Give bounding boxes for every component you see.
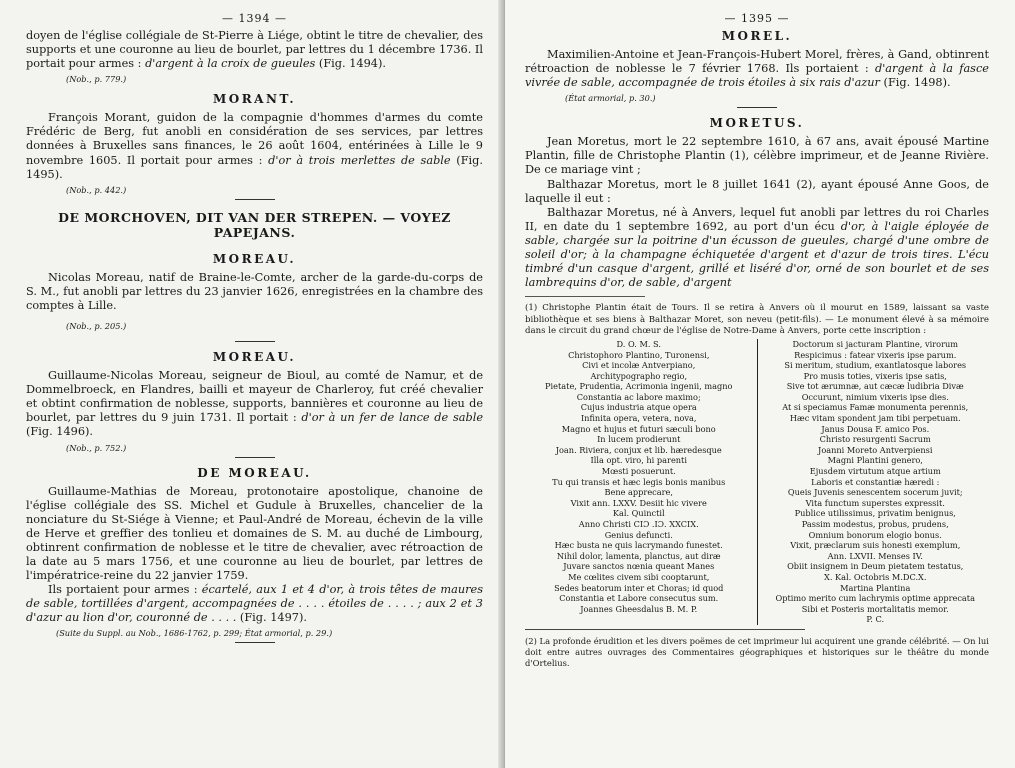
- epitaph-line: Occurunt, nimium vixeris ipse dies.: [801, 391, 949, 402]
- epitaph-line: Sibi et Posteris mortalitatis memor.: [801, 603, 949, 614]
- epitaph-line: X. Kal. Octobris M.DC.X.: [823, 571, 927, 582]
- epitaph-line: Joannes Gheesdalus B. M. P.: [580, 603, 698, 614]
- epitaph-line: Omnium bonorum elogio bonus.: [808, 529, 942, 540]
- reference: (Suite du Suppl. au Nob., 1686-1762, p. 299; État armorial, p. 29.): [56, 628, 333, 639]
- epitaph-line: Pietate, Prudentia, Acrimonia ingenii, magno: [545, 381, 733, 392]
- epitaph-line: Infinita opera, vetera, nova,: [580, 413, 697, 424]
- epitaph-right-column: [758, 339, 990, 625]
- epitaph-line: Vita functum superstes expressit.: [805, 497, 945, 508]
- paragraph-de-moreau: Guillaume-Mathias de Moreau, protonotaire apostolique, chanoine de l'église collégiale des SS. Michel et Gudule à Bruxelles, chancelier de la nonciature du St-Siége à Vienne; et Paul-André de Moreau, échevin de la ville de Herve et greffier des tonlieu et domaines de S. M. au duché de Limbourg, obtinrent confirmation de noblesse et le titre de chevalier, avec rétroaction de la date au 5 mars 1756, et une couronne au lieu de bourlet, par lettres de l'impératrice-reine du 22 janvier 1759.: [26, 484, 483, 583]
- epitaph-line: Janus Dousa F. amico Pos.: [821, 423, 930, 434]
- epitaph-line: Sedes beatorum inter et Choras; id quod: [554, 582, 724, 593]
- epitaph-line: Constantia ac labore maximo;: [576, 391, 701, 402]
- divider: [235, 457, 275, 458]
- paragraph-moretus-3: Balthazar Moretus, né à Anvers, lequel fut anobli par lettres du roi Charles II, en date du 1 septembre 1692, au port d'un écu d'or, à l'aigle éployée de sable, chargée sur la poitrine d'un écusson de gueules, chargé d'une ombre de soleil d'or; à la champagne échiquetée d'argent et d'azur de trois tires. L'écu timbré d'un casque d'argent, grillé et liséré d'or, orné de son bourlet et de ses lambrequins d'or, de sable, d'argent: [525, 205, 989, 290]
- divider: [235, 341, 275, 342]
- epitaph-line: P. C.: [866, 614, 885, 625]
- epitaph-line: Magno et hujus et futuri sæculi bono: [561, 423, 716, 434]
- epitaph-line: Ann. LXVII. Menses IV.: [827, 550, 923, 561]
- epitaph-line: Martina Plantina: [840, 582, 911, 593]
- footnote-divider: [525, 629, 805, 630]
- epitaph-line: Optimo merito cum lachrymis optime apprecata: [775, 593, 975, 604]
- epitaph-line: Kal. Quinctil: [612, 508, 665, 519]
- heading-morel: MOREL.: [721, 29, 793, 43]
- divider: [737, 107, 777, 108]
- footnote-2: (2) La profonde érudition et les divers poëmes de cet imprimeur lui acquirent une grande célébrité. — On lui doit entre autres ouvrages des Commentaires géographiques et historiques sur le théâtre du monde d'Ortelius.: [525, 635, 989, 668]
- reference: (Nob., p. 752.): [66, 442, 127, 453]
- epitaph-line: At si speciamus Famæ monumenta perennis,: [782, 402, 969, 413]
- epitaph-line: Cujus industria atque opera: [580, 402, 697, 413]
- paragraph-moretus-2: Balthazar Moretus, mort le 8 juillet 1641 (2), ayant épousé Anne Goos, de laquelle il eut :: [525, 177, 989, 205]
- heading-de-moreau: DE MOREAU.: [197, 465, 312, 480]
- epitaph-line: Anno Christi CIƆ .IƆ. XXCIX.: [578, 519, 699, 530]
- paragraph-moreau-2: Guillaume-Nicolas Moreau, seigneur de Bioul, au comté de Namur, et de Dommelbroeck, en Flandres, bailli et mayeur de Charleroy, fut créé chevalier et obtint confirmation de noblesse, supports, bannières et couronne au lieu de bourlet, par lettres du 9 juin 1731. Il portait : d'or à un fer de lance de sable (Fig. 1496).: [26, 369, 484, 439]
- heading-morchoven: DE MORCHOVEN, DIT VAN DER STREPEN. — VOYEZ PAPEJANS.: [58, 209, 451, 240]
- epitaph-line: Christophoro Plantino, Turonensi,: [568, 349, 710, 360]
- epitaph-line: Hæc busta ne quis lacrymando funestet.: [554, 540, 723, 551]
- epitaph-line: Constantia et Labore consecutus sum.: [559, 593, 719, 604]
- left-page: [0, 0, 505, 768]
- epitaph-line: Obiit insignem in Deum pietatem testatus,: [787, 561, 964, 572]
- epitaph-line: Hæc vitam spondent jam tibi perpetuam.: [789, 413, 961, 424]
- footnote-1: (1) Christophe Plantin était de Tours. Il se retira à Anvers où il mourut en 1589, laissant sa vaste bibliothèque et ses biens à Balthazar Moret, son neveu (petit-fils). — Le monument élevé à sa mémoire dans le circuit du grand chœur de l'église de Notre-Dame à Anvers, porte cette inscription :: [525, 303, 989, 336]
- epitaph-line: Juvare sanctos nœnia queant Manes: [563, 561, 715, 572]
- reference: (Nob., p. 779.): [66, 74, 127, 85]
- epitaph-line: Me cœlites civem sibi cooptarunt,: [568, 571, 710, 582]
- epitaph-line: Vixit, præclarum suis honesti exemplum,: [790, 540, 961, 551]
- epitaph-left-column: [525, 339, 758, 625]
- heading-moreau-2: MOREAU.: [212, 350, 297, 365]
- epitaph-line: Architypographo regio,: [590, 370, 688, 381]
- epitaph-line: Publice utilissimus, privatim benignus,: [794, 508, 956, 519]
- epitaph-line: Pro musis toties, vixeris ipse satis,: [803, 370, 947, 381]
- epitaph-line: Christo resurgenti Sacrum: [819, 434, 931, 445]
- epitaph-line: Vixit ann. LXXV. Desiit hic vivere: [570, 497, 707, 508]
- epitaph-line: Magni Plantini genero,: [827, 455, 923, 466]
- epitaph-line: Si meritum, studium, exantlatosque labores: [784, 360, 967, 371]
- epitaph-line: Illa opt. viro, hi parenti: [590, 455, 687, 466]
- epitaph-line: Mœsti posuerunt.: [601, 466, 676, 477]
- page-number-right: — 1395 —: [724, 12, 790, 25]
- epitaph-line: Tu qui transis et hæc legis bonis manibus: [552, 476, 726, 487]
- reference: (État armorial, p. 30.): [565, 93, 656, 104]
- epitaph-line: In lucem prodierunt: [597, 434, 681, 445]
- epitaph: [525, 339, 989, 625]
- epitaph-line: Laboris et constantiæ hæredi :: [811, 476, 940, 487]
- paragraph-de-moreau-arms: Ils portaient pour armes : écartelé, aux 1 et 4 d'or, à trois têtes de maures de sable, tortillées d'argent, accompagnées de . . . . étoiles de . . . . ; aux 2 et 3 d'azur au lion d'or, couronné de . . . . (Fig. 1497).: [26, 583, 483, 625]
- divider: [235, 642, 275, 643]
- right-page: [505, 0, 1015, 768]
- epitaph-line: Nihil dolor, lamenta, planctus, aut diræ: [556, 550, 721, 561]
- heading-moretus: MORETUS.: [709, 116, 805, 131]
- page-number-left: — 1394 —: [222, 12, 287, 25]
- epitaph-line: Doctorum si jacturam Plantine, virorum: [792, 338, 959, 349]
- reference: (Nob., p. 442.): [66, 184, 127, 195]
- epitaph-line: Sive tot ærumnæ, aut cæcæ ludibria Divæ: [786, 381, 964, 392]
- epitaph-line: Respicimus : fatear vixeris ipse parum.: [794, 349, 957, 360]
- epitaph-line: Genius defuncti.: [604, 529, 673, 540]
- epitaph-line: Ejusdem virtutum atque artium: [809, 466, 941, 477]
- paragraph-moretus-1: Jean Moretus, mort le 22 septembre 1610, à 67 ans, avait épousé Martine Plantin, fille de Christophe Plantin (1), célèbre imprimeur, et de Jeanne Rivière. De ce mariage vint ;: [525, 135, 989, 177]
- epitaph-line: Joanni Moreto Antverpiensi: [818, 444, 933, 455]
- heading-moreau-1: MOREAU.: [212, 251, 297, 266]
- epitaph-line: Civi et incolæ Antverpiano,: [582, 360, 696, 371]
- epitaph-line: Queis Juvenis senescentem socerum juvit;: [787, 487, 963, 498]
- epitaph-line: Joan. Riviera, conjux et lib. hæredesque: [555, 444, 722, 455]
- heading-morant: MORANT.: [212, 92, 297, 107]
- reference: (Nob., p. 205.): [66, 321, 127, 332]
- paragraph-moreau-1: Nicolas Moreau, natif de Braine-le-Comte, archer de la garde-du-corps de S. M., fut anobli par lettres du 23 janvier 1626, enregistrées en la chambre des comptes à Lille.: [26, 270, 483, 312]
- footnote-divider: [525, 296, 645, 297]
- intro-paragraph: doyen de l'église collégiale de St-Pierre à Liége, obtint le titre de chevalier, des supports et une couronne au lieu de bourlet, par lettres du 1 décembre 1736. Il portait pour armes : d'argent à la croix de gueules (Fig. 1494).: [26, 29, 483, 71]
- epitaph-line: Passim modestus, probus, prudens,: [801, 519, 949, 530]
- paragraph-morel: Maximilien-Antoine et Jean-François-Hubert Morel, frères, à Gand, obtinrent rétroaction de noblesse le 7 février 1768. Ils portaient : d'argent à la fasce vivrée de sable, accompagnée de trois étoiles à six rais d'azur (Fig. 1498).: [525, 48, 989, 90]
- epitaph-line: Bene apprecare,: [604, 487, 674, 498]
- divider: [235, 199, 275, 200]
- paragraph-morant: François Morant, guidon de la compagnie d'hommes d'armes du comte Frédéric de Berg, fut anobli en considération de ses services, par lettres données à Bruxelles sans finances, le 26 août 1604, entérinées à Lille le 9 novembre 1605. Il portait pour armes : d'or à trois merlettes de sable (Fig. 1495).: [26, 111, 483, 181]
- epitaph-line: D. O. M. S.: [616, 338, 661, 349]
